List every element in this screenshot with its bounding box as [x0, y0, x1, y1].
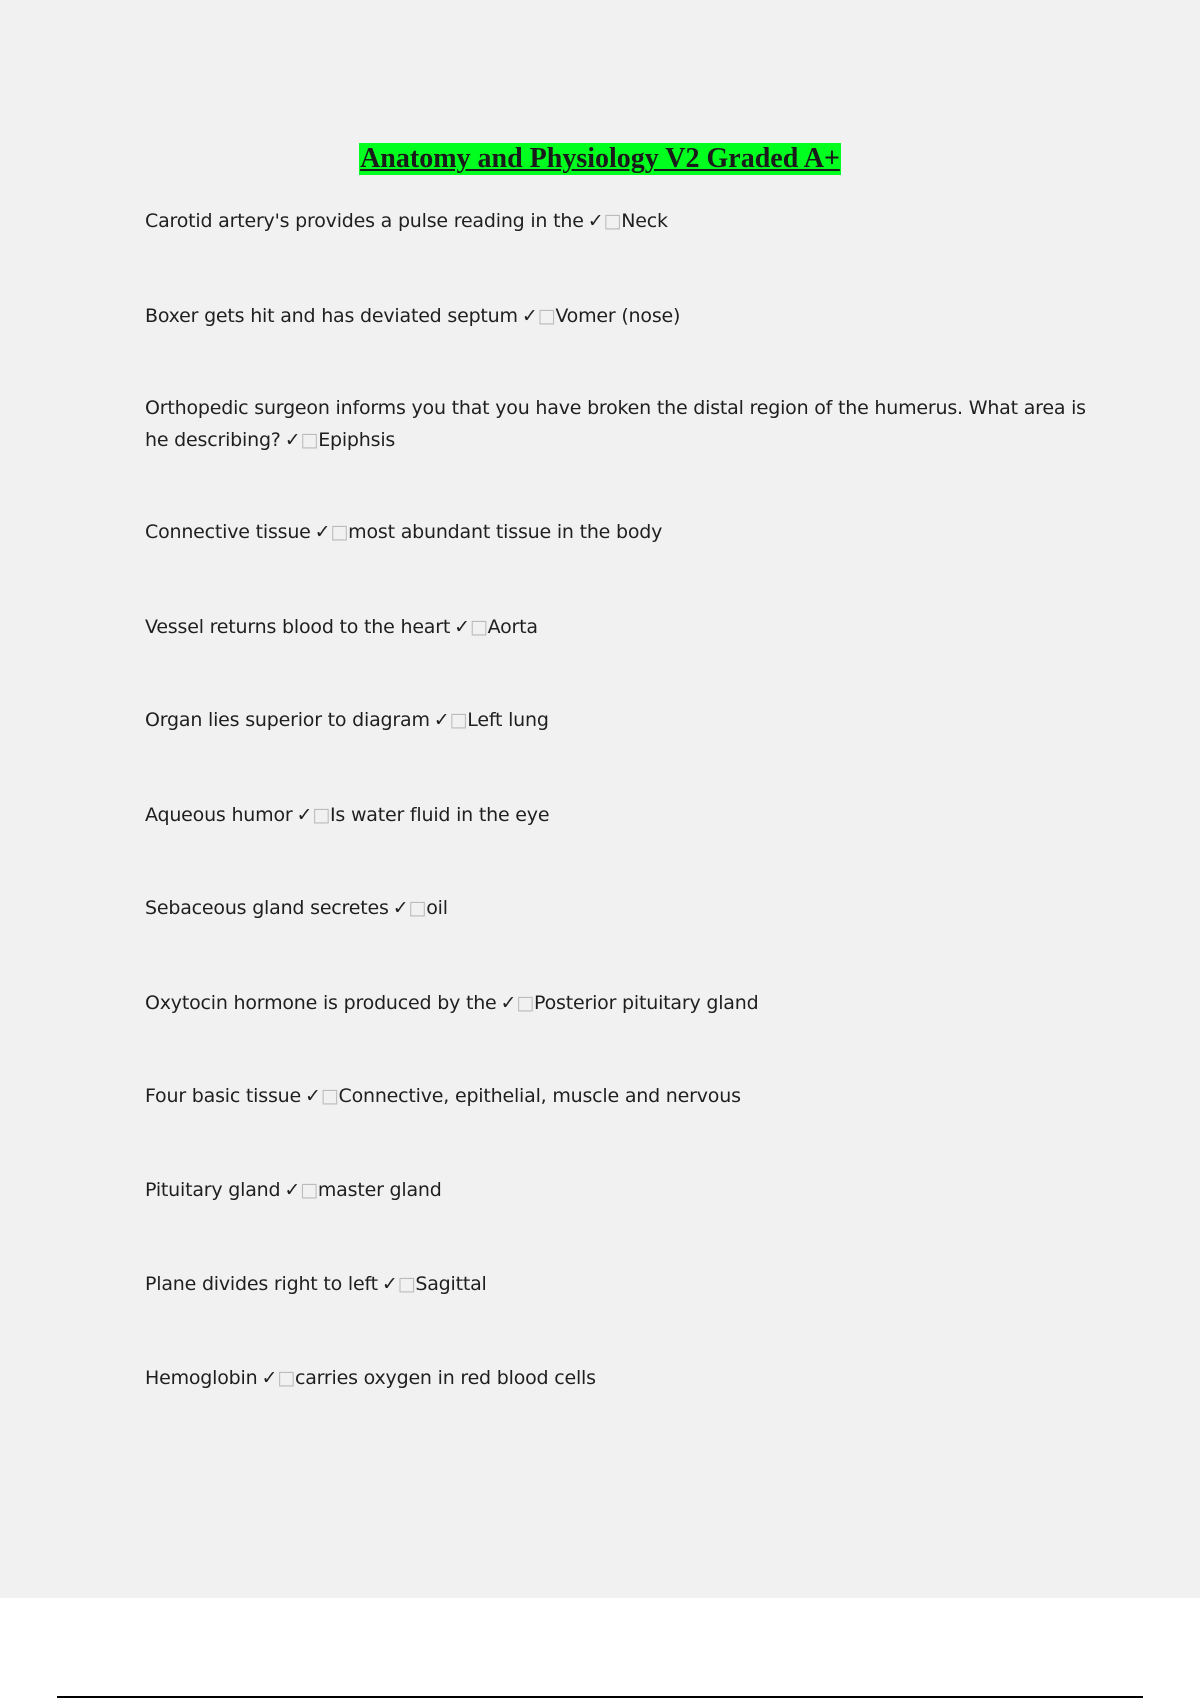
box-icon: □ [330, 521, 349, 543]
qa-item [145, 892, 1105, 924]
check-icon: ✓ [284, 1179, 301, 1201]
answer-text: most abundant tissue in the body [348, 521, 663, 543]
answer-text: Sagittal [415, 1273, 487, 1295]
box-icon: □ [603, 210, 622, 232]
qa-item [145, 1080, 1105, 1112]
box-icon: □ [312, 804, 330, 826]
footer-rule [57, 1696, 1143, 1698]
answer-text: Connective, epithelial, muscle and nervous [338, 1085, 741, 1107]
qa-item [145, 799, 1105, 831]
qa-item [145, 611, 1105, 643]
box-icon: □ [408, 897, 427, 919]
qa-item [145, 704, 1105, 736]
question-text: Sebaceous gland secretes [145, 897, 389, 919]
qa-item [145, 1174, 1105, 1206]
question-text: Plane divides right to left [145, 1273, 378, 1295]
check-icon: ✓ [305, 1085, 321, 1107]
box-icon: □ [320, 1085, 339, 1107]
qa-item [145, 516, 1105, 548]
document-title: Anatomy and Physiology V2 Graded A+ [360, 143, 840, 174]
check-icon: ✓ [261, 1367, 278, 1389]
answer-text: Epiphsis [318, 429, 396, 451]
question-text: Vessel returns blood to the heart [145, 616, 451, 638]
check-icon: ✓ [314, 521, 331, 543]
check-icon: ✓ [454, 616, 470, 638]
answer-text: carries oxygen in red blood cells [294, 1367, 596, 1389]
box-icon: □ [469, 616, 488, 638]
box-icon: □ [397, 1273, 416, 1295]
box-icon: □ [300, 429, 319, 451]
question-text: Aqueous humor [145, 804, 293, 826]
answer-text: Is water fluid in the eye [330, 804, 550, 826]
qa-item [145, 300, 1105, 332]
check-icon: ✓ [587, 210, 604, 232]
answer-text: Posterior pituitary gland [534, 992, 759, 1014]
answer-text: Aorta [487, 616, 538, 638]
answer-text: oil [426, 897, 448, 919]
answer-text: Neck [621, 210, 668, 232]
box-icon: □ [300, 1179, 318, 1201]
question-text: Oxytocin hormone is produced by the [145, 992, 497, 1014]
question-text: Boxer gets hit and has deviated septum [145, 305, 518, 327]
answer-text: master gland [317, 1179, 442, 1201]
question-text: Connective tissue [145, 521, 311, 543]
box-icon: □ [516, 992, 535, 1014]
check-icon: ✓ [500, 992, 517, 1014]
qa-item [145, 205, 1105, 237]
answer-text: Left lung [467, 709, 549, 731]
check-icon: ✓ [284, 429, 301, 451]
check-icon: ✓ [521, 305, 538, 327]
qa-item [145, 1362, 1105, 1394]
question-text: Organ lies superior to diagram [145, 709, 430, 731]
question-text: Carotid artery's provides a pulse reading in the [145, 210, 584, 232]
check-icon: ✓ [433, 709, 450, 731]
question-text: Pituitary gland [145, 1179, 281, 1201]
check-icon: ✓ [296, 804, 313, 826]
title-container [0, 143, 1200, 175]
question-text: Hemoglobin [145, 1367, 258, 1389]
box-icon: □ [537, 305, 556, 327]
box-icon: □ [277, 1367, 295, 1389]
qa-item [145, 1268, 1105, 1300]
qa-item [145, 987, 1105, 1019]
question-text: Four basic tissue [145, 1085, 301, 1107]
qa-item [145, 392, 1105, 456]
box-icon: □ [449, 709, 468, 731]
question-text: Orthopedic surgeon informs you that you have broken the distal region of the humerus. What area is he describing? [145, 397, 1086, 451]
check-icon: ✓ [381, 1273, 398, 1295]
answer-text: Vomer (nose) [555, 305, 681, 327]
check-icon: ✓ [392, 897, 409, 919]
